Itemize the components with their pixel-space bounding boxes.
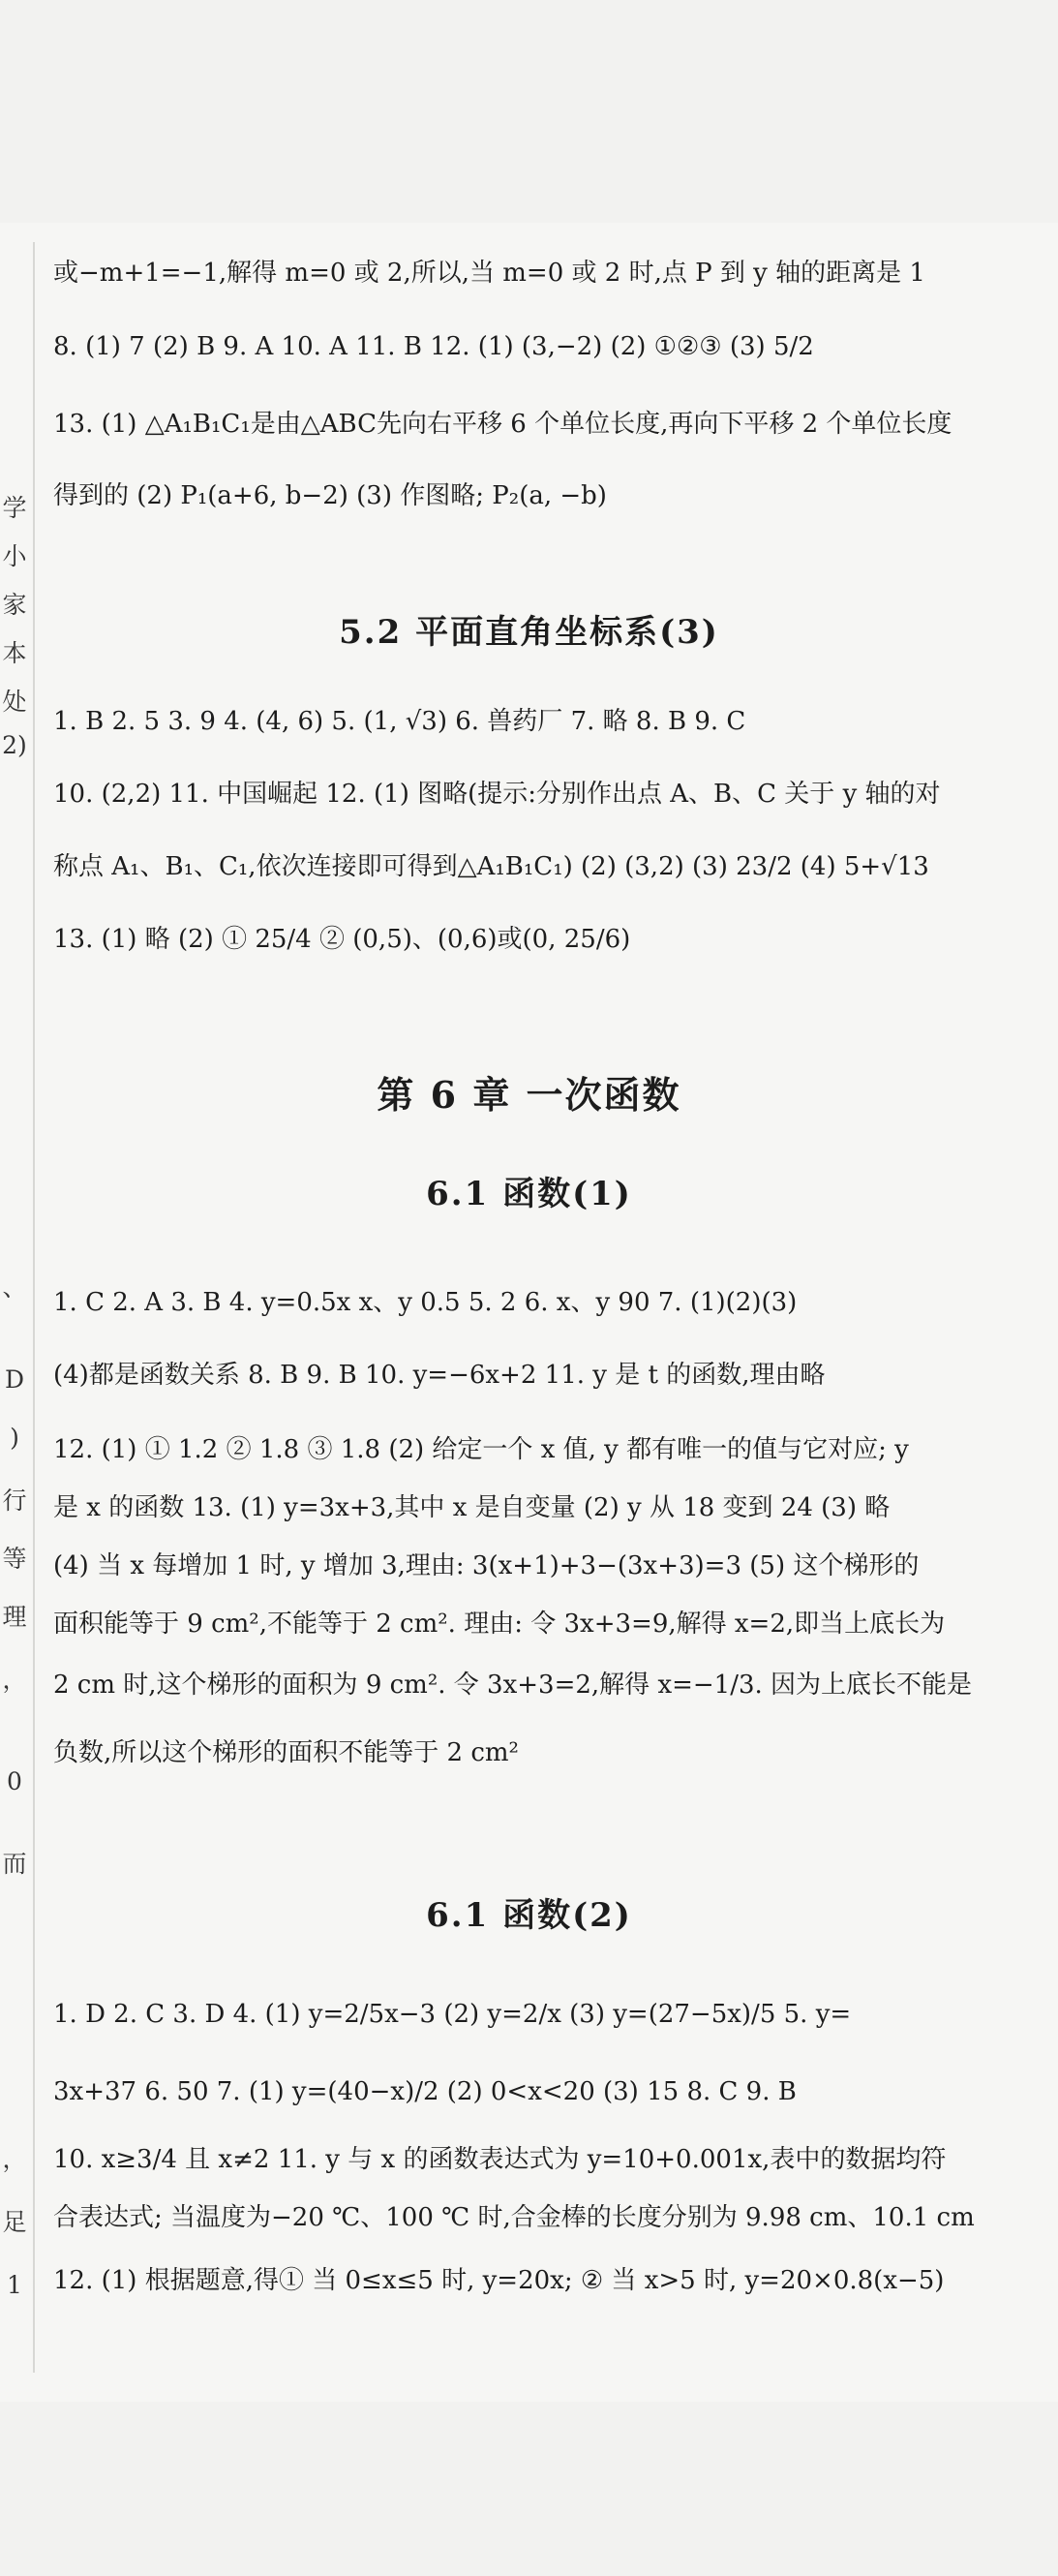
answer-line: 合表达式; 当温度为−20 ℃、100 ℃ 时,合金棒的长度分别为 9.98 cm、10.1 cm	[53, 2203, 975, 2232]
answer-line: 10. (2,2) 11. 中国崛起 12. (1) 图略(提示:分别作出点 A、B、C 关于 y 轴的对	[53, 780, 941, 809]
margin-fragment: 学	[2, 494, 27, 522]
margin-fragment: 、	[2, 1273, 27, 1302]
answer-line: 称点 A₁、B₁、C₁,依次连接即可得到△A₁B₁C₁) (2) (3,2) (3) 23/2 (4) 5+√13	[53, 852, 929, 881]
answer-line: 1. D 2. C 3. D 4. (1) y=2/5x−3 (2) y=2/x (3) y=(27−5x)/5 5. y=	[53, 2000, 852, 2029]
answer-line: 10. x≥3/4 且 x≠2 11. y 与 x 的函数表达式为 y=10+0.001x,表中的数据均符	[53, 2145, 947, 2174]
margin-fragment: 足	[2, 2208, 27, 2236]
answer-line: 8. (1) 7 (2) B 9. A 10. A 11. B 12. (1) (3,−2) (2) ①②③ (3) 5/2	[53, 332, 814, 361]
binding-edge	[33, 242, 35, 2373]
answer-line: 2 cm 时,这个梯形的面积为 9 cm². 令 3x+3=2,解得 x=−1/3. 因为上底长不能是	[53, 1671, 973, 1700]
answer-line: (4)都是函数关系 8. B 9. B 10. y=−6x+2 11. y 是 t 的函数,理由略	[53, 1361, 826, 1390]
margin-fragment: 0	[7, 1767, 22, 1795]
answer-line: 13. (1) 略 (2) ① 25/4 ② (0,5)、(0,6)或(0, 25/6)	[53, 925, 631, 954]
answer-line: 面积能等于 9 cm²,不能等于 2 cm². 理由: 令 3x+3=9,解得 x=2,即当上底长为	[53, 1610, 946, 1639]
answer-line: 13. (1) △A₁B₁C₁是由△ABC先向右平移 6 个单位长度,再向下平移 2 个单位长度	[53, 410, 952, 439]
answer-line: 3x+37 6. 50 7. (1) y=(40−x)/2 (2) 0<x<20 (3) 15 8. C 9. B	[53, 2077, 797, 2106]
margin-fragment: 处	[2, 688, 27, 716]
margin-fragment: 2)	[2, 731, 27, 759]
margin-fragment: D	[4, 1365, 25, 1394]
answer-line: 1. C 2. A 3. B 4. y=0.5x x、y 0.5 5. 2 6. x、y 90 7. (1)(2)(3)	[53, 1288, 798, 1317]
section-heading-6-1-part1: 6.1 函数(1)	[426, 1175, 632, 1213]
margin-fragment: 家	[2, 591, 27, 619]
answer-line: 12. (1) ① 1.2 ② 1.8 ③ 1.8 (2) 给定一个 x 值, y 都有唯一的值与它对应; y	[53, 1435, 909, 1464]
margin-fragment: 而	[2, 1850, 27, 1878]
chapter-title: 第 6 章 一次函数	[377, 1073, 681, 1117]
top-blank-band	[0, 0, 1058, 223]
margin-fragment: 行	[2, 1487, 27, 1515]
answer-line: 或−m+1=−1,解得 m=0 或 2,所以,当 m=0 或 2 时,点 P 到 y 轴的距离是 1	[53, 259, 925, 288]
bottom-blank-band	[0, 2402, 1058, 2576]
margin-fragment: 本	[2, 639, 27, 667]
answer-line: (4) 当 x 每增加 1 时, y 增加 3,理由: 3(x+1)+3−(3x+3)=3 (5) 这个梯形的	[53, 1551, 920, 1580]
answer-line: 负数,所以这个梯形的面积不能等于 2 cm²	[53, 1738, 519, 1767]
margin-fragment: 1	[7, 2271, 22, 2299]
answer-line: 是 x 的函数 13. (1) y=3x+3,其中 x 是自变量 (2) y 从 18 变到 24 (3) 略	[53, 1493, 891, 1522]
answer-line: 12. (1) 根据题意,得① 当 0≤x≤5 时, y=20x; ② 当 x>5 时, y=20×0.8(x−5)	[53, 2266, 945, 2295]
section-heading-6-1-part2: 6.1 函数(2)	[426, 1896, 632, 1935]
answer-line: 1. B 2. 5 3. 9 4. (4, 6) 5. (1, √3) 6. 兽药厂 7. 略 8. B 9. C	[53, 707, 746, 736]
margin-fragment: ，	[2, 2145, 27, 2173]
margin-fragment: ，	[2, 1666, 27, 1694]
margin-fragment: 理	[2, 1603, 27, 1631]
answer-line: 得到的 (2) P₁(a+6, b−2) (3) 作图略; P₂(a, −b)	[53, 481, 607, 510]
margin-fragment: 等	[2, 1545, 27, 1573]
section-heading-5-2: 5.2 平面直角坐标系(3)	[339, 613, 719, 652]
margin-fragment: 小	[2, 542, 27, 570]
margin-fragment: )	[10, 1424, 19, 1452]
